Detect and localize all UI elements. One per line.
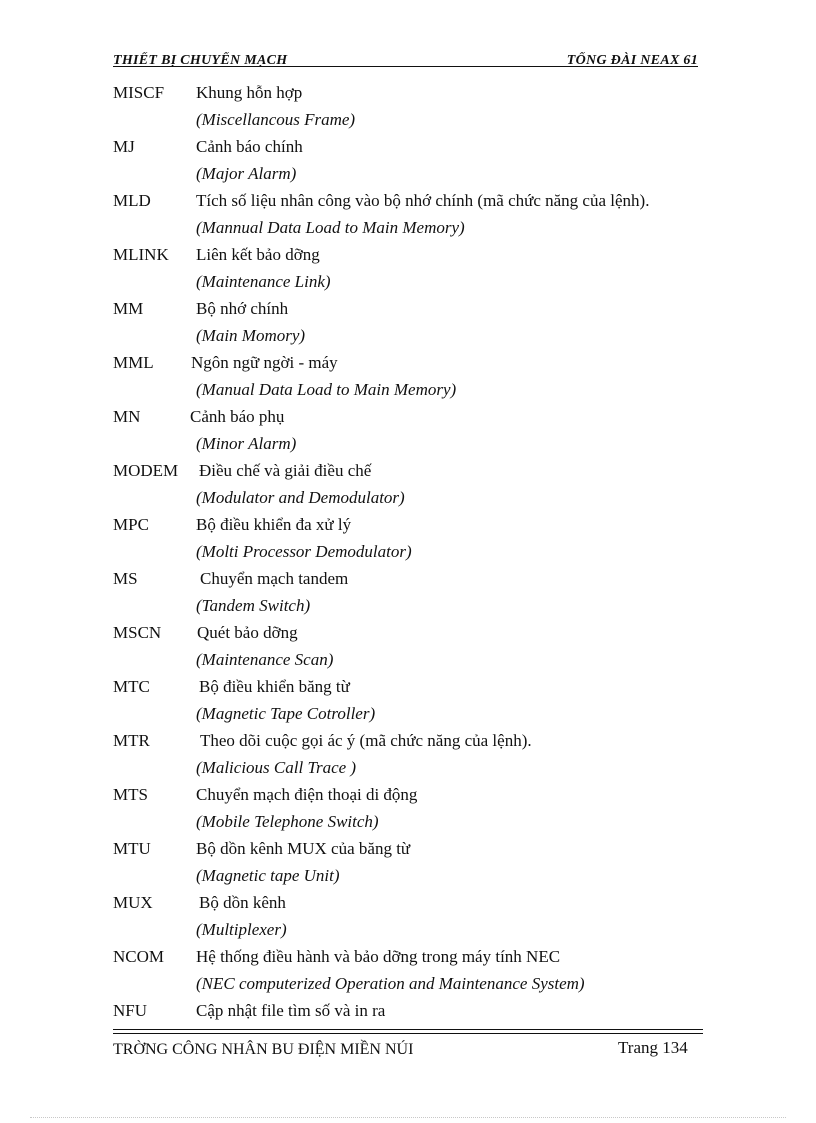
entry-english: (Malicious Call Trace ) xyxy=(196,758,357,777)
entry-english: (Maintenance Scan) xyxy=(196,650,334,669)
glossary-entry xyxy=(113,136,713,190)
entry-abbreviation: MN xyxy=(113,407,141,426)
glossary-entry xyxy=(113,298,713,352)
glossary-entry xyxy=(113,244,713,298)
glossary-entry xyxy=(113,190,713,244)
entry-english: (Molti Processor Demodulator) xyxy=(196,542,412,561)
glossary-entry xyxy=(113,460,713,514)
entry-english: (Manual Data Load to Main Memory) xyxy=(196,380,457,399)
glossary-entry xyxy=(113,784,713,838)
glossary-entry xyxy=(113,82,713,136)
entry-description: Chuyển mạch điện thoại di động xyxy=(196,785,418,804)
glossary-entry xyxy=(113,946,713,1000)
entry-abbreviation: MUX xyxy=(113,893,153,912)
footer-page-number: Trang 134 xyxy=(618,1038,688,1057)
entry-english: (Main Momory) xyxy=(196,326,306,345)
entry-description: Khung hỗn hợp xyxy=(196,83,303,102)
entry-description: Cập nhật file tìm số và in ra xyxy=(196,1001,386,1020)
entry-description: Bộ điều khiển đa xử lý xyxy=(196,515,352,534)
glossary-entry xyxy=(113,730,713,784)
entry-english: (Modulator and Demodulator) xyxy=(196,488,405,507)
entry-abbreviation: MODEM xyxy=(113,461,179,480)
entry-english: (NEC computerized Operation and Maintenance System) xyxy=(196,974,585,993)
footer-rule-top xyxy=(113,1029,703,1030)
entry-description: Bộ dồn kênh MUX của băng từ xyxy=(196,839,411,858)
footer-school-name: TRỜNG CÔNG NHÂN BU ĐIỆN MIỀN NÚI xyxy=(113,1041,414,1058)
entry-english: (Miscellancous Frame) xyxy=(196,110,356,129)
entry-description: Hệ thống điều hành và bảo dỡng trong máy tính NEC xyxy=(196,947,561,966)
entry-description: Quét bảo dỡng xyxy=(197,623,298,642)
entry-english: (Mobile Telephone Switch) xyxy=(196,812,379,831)
entry-description: Cảnh báo chính xyxy=(196,137,303,156)
glossary-entry xyxy=(113,1000,713,1024)
glossary-entry xyxy=(113,514,713,568)
entry-english: (Major Alarm) xyxy=(196,164,297,183)
header-rule xyxy=(113,66,698,67)
glossary-entry xyxy=(113,892,713,946)
glossary-entry xyxy=(113,676,713,730)
glossary-entry xyxy=(113,838,713,892)
entry-abbreviation: MPC xyxy=(113,515,149,534)
entry-abbreviation: MLD xyxy=(113,191,151,210)
entry-abbreviation: MTR xyxy=(113,731,150,750)
entry-abbreviation: NFU xyxy=(113,1001,148,1020)
entry-description: Bộ điều khiển băng từ xyxy=(199,677,350,696)
footer-rule-bottom xyxy=(113,1033,703,1034)
header-left-title: THIẾT BỊ CHUYỂN MẠCH xyxy=(113,53,288,68)
entry-abbreviation: MML xyxy=(113,353,154,372)
glossary-entry xyxy=(113,352,713,406)
entry-english: (Magnetic tape Unit) xyxy=(196,866,340,885)
glossary-entry xyxy=(113,406,713,460)
entry-abbreviation: MTU xyxy=(113,839,151,858)
entry-description: Ngôn ngữ ngời - máy xyxy=(191,353,338,372)
entry-description: Theo dõi cuộc gọi ác ý (mã chức năng của lệnh). xyxy=(200,731,532,750)
entry-description: Cảnh báo phụ xyxy=(190,407,285,426)
glossary-entry xyxy=(113,568,713,622)
entry-description: Chuyển mạch tandem xyxy=(200,569,349,588)
entry-abbreviation: NCOM xyxy=(113,947,165,966)
entry-description: Điều chế và giải điều chế xyxy=(199,461,372,480)
glossary-entry xyxy=(113,622,713,676)
entry-description: Tích số liệu nhân công vào bộ nhớ chính (mã chức năng của lệnh). xyxy=(196,191,650,210)
entry-abbreviation: MM xyxy=(113,299,144,318)
header-right-title: TỔNG ĐÀI NEAX 61 xyxy=(566,53,698,68)
entry-abbreviation: MTC xyxy=(113,677,150,696)
page-bottom-dotted-edge xyxy=(30,1117,786,1118)
entry-description: Bộ dồn kênh xyxy=(199,893,286,912)
entry-abbreviation: MLINK xyxy=(113,245,169,264)
entry-abbreviation: MTS xyxy=(113,785,148,804)
entry-english: (Maintenance Link) xyxy=(196,272,331,291)
entry-english: (Multiplexer) xyxy=(196,920,287,939)
entry-abbreviation: MISCF xyxy=(113,83,165,102)
entry-abbreviation: MSCN xyxy=(113,623,162,642)
entry-english: (Mannual Data Load to Main Memory) xyxy=(196,218,465,237)
entry-english: (Tandem Switch) xyxy=(196,596,311,615)
entry-english: (Minor Alarm) xyxy=(196,434,297,453)
entry-abbreviation: MJ xyxy=(113,137,135,156)
entry-abbreviation: MS xyxy=(113,569,138,588)
entry-english: (Magnetic Tape Cotroller) xyxy=(196,704,376,723)
entry-description: Liên kết bảo dỡng xyxy=(196,245,320,264)
entry-description: Bộ nhớ chính xyxy=(196,299,289,318)
